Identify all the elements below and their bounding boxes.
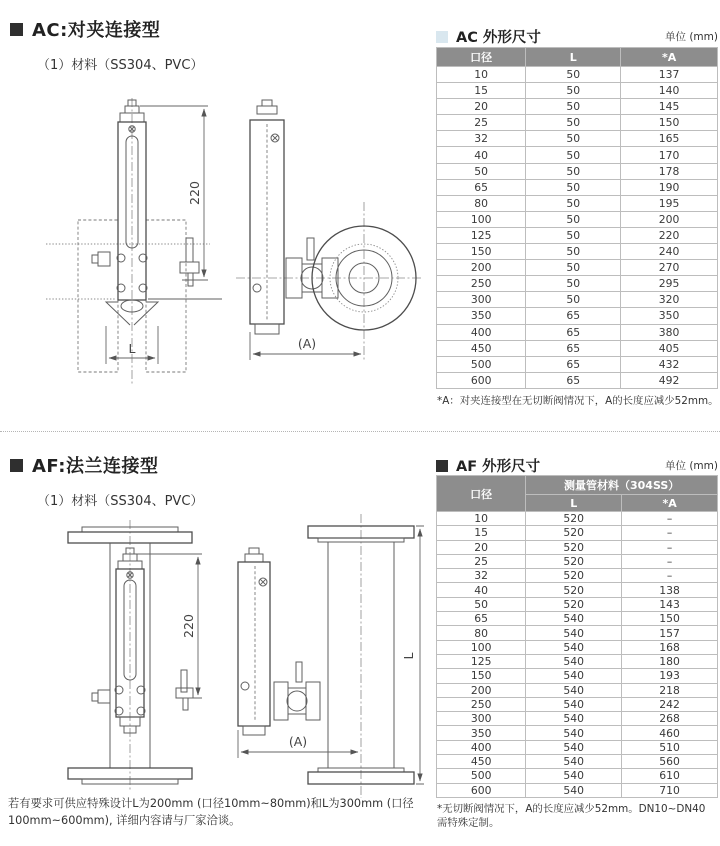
table-row (437, 626, 718, 640)
table-row (437, 683, 718, 697)
af-front-view-drawing (30, 518, 230, 794)
table-cell: 65 (437, 179, 526, 195)
table-cell: 10 (437, 512, 526, 526)
table-cell: 540 (526, 683, 622, 697)
table-cell: 150 (621, 115, 718, 131)
table-cell: 50 (526, 163, 621, 179)
table-row (437, 712, 718, 726)
table-cell: 350 (437, 726, 526, 740)
table-cell: 540 (526, 712, 622, 726)
table-cell: 10 (437, 67, 526, 83)
col-header-a: *A (622, 495, 718, 512)
table-cell: 190 (621, 179, 718, 195)
ac-section-heading (10, 16, 160, 42)
table-cell: 170 (621, 147, 718, 163)
table-cell: 540 (526, 669, 622, 683)
col-header-diameter: 口径 (437, 48, 526, 67)
table-row (437, 147, 718, 163)
table-cell: 32 (437, 569, 526, 583)
table-cell: – (622, 540, 718, 554)
table-cell: 540 (526, 726, 622, 740)
table-row (437, 569, 718, 583)
table-cell: 193 (622, 669, 718, 683)
table-cell: 50 (526, 211, 621, 227)
table-cell: 240 (621, 244, 718, 260)
table-cell: 150 (622, 612, 718, 626)
table-cell: 710 (622, 783, 718, 797)
table-cell: 450 (437, 340, 526, 356)
ac-front-view-drawing (32, 92, 224, 392)
table-cell: 500 (437, 356, 526, 372)
table-row (437, 697, 718, 711)
table-cell: 50 (526, 147, 621, 163)
table-title-marker-icon (436, 31, 448, 43)
table-cell: 400 (437, 740, 526, 754)
table-cell: 138 (622, 583, 718, 597)
table-row (437, 726, 718, 740)
table-cell: 200 (437, 260, 526, 276)
table-cell: 100 (437, 211, 526, 227)
table-cell: 20 (437, 540, 526, 554)
table-cell: 300 (437, 292, 526, 308)
table-cell: – (622, 526, 718, 540)
table-cell: 50 (526, 195, 621, 211)
table-cell: 250 (437, 697, 526, 711)
table-cell: 180 (622, 654, 718, 668)
table-cell: 540 (526, 740, 622, 754)
table-cell: 610 (622, 769, 718, 783)
table-cell: 178 (621, 163, 718, 179)
table-cell: 50 (437, 597, 526, 611)
table-row (437, 179, 718, 195)
table-row (437, 195, 718, 211)
section-bullet-icon (10, 459, 23, 472)
table-cell: 520 (526, 554, 622, 568)
table-row (437, 340, 718, 356)
table-cell: 200 (437, 683, 526, 697)
table-cell: 450 (437, 755, 526, 769)
table-cell: 460 (622, 726, 718, 740)
ac-dimension-table (436, 47, 718, 389)
table-cell: 65 (437, 612, 526, 626)
table-row (437, 755, 718, 769)
table-cell: 80 (437, 195, 526, 211)
ac-section-title: AC:对夹连接型 (32, 20, 161, 41)
table-cell: 380 (621, 324, 718, 340)
table-header-row (437, 476, 718, 495)
table-cell: 520 (526, 583, 622, 597)
table-cell: 540 (526, 654, 622, 668)
table-row (437, 372, 718, 388)
table-cell: 405 (621, 340, 718, 356)
table-cell: 140 (621, 83, 718, 99)
table-cell: 520 (526, 526, 622, 540)
table-cell: 165 (621, 131, 718, 147)
ac-table-footnote: *A：对夹连接型在无切断阀情况下，A的长度应减少52mm。 (437, 395, 719, 407)
table-cell: 50 (526, 67, 621, 83)
table-cell: – (622, 512, 718, 526)
table-row (437, 783, 718, 797)
table-row (437, 308, 718, 324)
table-cell: 250 (437, 276, 526, 292)
table-row (437, 83, 718, 99)
af-table-title: AF 外形尺寸 (456, 459, 541, 475)
table-row (437, 740, 718, 754)
table-cell: 65 (526, 324, 621, 340)
af-table-footnote: *无切断阀情况下，A的长度应减少52mm。DN10~DN40需特殊定制。 (437, 803, 706, 830)
table-cell: 50 (526, 179, 621, 195)
table-cell: 50 (526, 115, 621, 131)
table-row (437, 211, 718, 227)
table-cell: 65 (526, 308, 621, 324)
af-special-design-note: 若有要求可供应特殊设计L为200mm (口径10mm~80mm)和L为300mm (口径100mm~600mm), 详细内容请与厂家洽谈。 (8, 797, 414, 827)
ac-table-title: AC 外形尺寸 (456, 30, 541, 46)
table-cell: 540 (526, 783, 622, 797)
table-cell: 268 (622, 712, 718, 726)
table-cell: 50 (526, 227, 621, 243)
table-row (437, 163, 718, 179)
table-row (437, 227, 718, 243)
table-row (437, 583, 718, 597)
table-cell: 540 (526, 769, 622, 783)
table-cell: 295 (621, 276, 718, 292)
af-side-view-drawing (222, 510, 427, 802)
table-cell: 100 (437, 640, 526, 654)
table-cell: 218 (622, 683, 718, 697)
table-title-marker-icon (436, 460, 448, 472)
table-cell: 350 (621, 308, 718, 324)
table-cell: 50 (526, 83, 621, 99)
table-row (437, 540, 718, 554)
table-row (437, 276, 718, 292)
table-cell: 25 (437, 115, 526, 131)
table-cell: 50 (526, 131, 621, 147)
table-row (437, 526, 718, 540)
af-section-title: AF:法兰连接型 (32, 456, 159, 477)
ac-table-heading (436, 26, 718, 47)
af-dim-height-label: 220 (181, 614, 196, 638)
table-cell: 145 (621, 99, 718, 115)
ac-material-label: （1）材料（SS304、PVC） (37, 58, 204, 73)
table-cell: 50 (526, 244, 621, 260)
table-row (437, 612, 718, 626)
table-cell: 600 (437, 372, 526, 388)
table-row (437, 67, 718, 83)
table-cell: 520 (526, 569, 622, 583)
table-cell: 200 (621, 211, 718, 227)
table-cell: 520 (526, 512, 622, 526)
table-cell: 65 (526, 372, 621, 388)
table-row (437, 99, 718, 115)
col-header-l: L (526, 48, 621, 67)
ac-unit-label: 单位 (mm) (665, 31, 718, 43)
table-cell: 540 (526, 640, 622, 654)
ac-dim-a-label: (A) (297, 336, 317, 351)
table-cell: 32 (437, 131, 526, 147)
table-cell: 125 (437, 227, 526, 243)
table-cell: 168 (622, 640, 718, 654)
table-cell: 40 (437, 147, 526, 163)
table-cell: 400 (437, 324, 526, 340)
table-cell: 320 (621, 292, 718, 308)
table-cell: 20 (437, 99, 526, 115)
ac-dim-height-label: 220 (187, 181, 202, 205)
table-cell: 50 (526, 292, 621, 308)
table-cell: 40 (437, 583, 526, 597)
af-dim-a-label: (A) (288, 734, 308, 749)
table-cell: 520 (526, 540, 622, 554)
col-header-a: *A (621, 48, 718, 67)
table-row (437, 244, 718, 260)
table-cell: 80 (437, 626, 526, 640)
table-cell: 15 (437, 526, 526, 540)
table-cell: 350 (437, 308, 526, 324)
table-cell: 157 (622, 626, 718, 640)
table-cell: 540 (526, 612, 622, 626)
table-cell: 25 (437, 554, 526, 568)
table-cell: 540 (526, 755, 622, 769)
table-row (437, 640, 718, 654)
af-dim-l-label: L (401, 652, 416, 660)
table-cell: 50 (437, 163, 526, 179)
col-header-material-group: 测量管材料（304SS） (526, 476, 718, 495)
table-row (437, 769, 718, 783)
table-cell: 500 (437, 769, 526, 783)
table-cell: 560 (622, 755, 718, 769)
col-header-l: L (526, 495, 622, 512)
table-row (437, 260, 718, 276)
col-header-diameter: 口径 (437, 476, 526, 512)
table-row (437, 131, 718, 147)
table-row (437, 115, 718, 131)
table-cell: – (622, 569, 718, 583)
section-divider (0, 431, 720, 432)
table-row (437, 597, 718, 611)
table-header-row (437, 48, 718, 67)
table-row (437, 654, 718, 668)
table-cell: 270 (621, 260, 718, 276)
ac-dim-l-label: L (128, 341, 136, 356)
table-cell: 143 (622, 597, 718, 611)
table-cell: 492 (621, 372, 718, 388)
table-row (437, 554, 718, 568)
table-row (437, 356, 718, 372)
af-material-label: （1）材料（SS304、PVC） (37, 494, 204, 509)
table-cell: 600 (437, 783, 526, 797)
table-cell: 242 (622, 697, 718, 711)
table-cell: 432 (621, 356, 718, 372)
table-row (437, 512, 718, 526)
table-cell: 65 (526, 356, 621, 372)
table-cell: 195 (621, 195, 718, 211)
table-cell: 520 (526, 597, 622, 611)
table-row (437, 324, 718, 340)
table-cell: 540 (526, 697, 622, 711)
table-cell: 15 (437, 83, 526, 99)
table-cell: 300 (437, 712, 526, 726)
table-row (437, 669, 718, 683)
af-table-heading (436, 455, 718, 476)
table-cell: 50 (526, 260, 621, 276)
section-bullet-icon (10, 23, 23, 36)
af-section-heading (10, 452, 158, 478)
ac-side-view-drawing (228, 92, 424, 392)
table-cell: 150 (437, 669, 526, 683)
table-cell: 65 (526, 340, 621, 356)
table-cell: 150 (437, 244, 526, 260)
table-cell: 125 (437, 654, 526, 668)
table-row (437, 292, 718, 308)
table-cell: 540 (526, 626, 622, 640)
table-cell: 50 (526, 99, 621, 115)
table-cell: 220 (621, 227, 718, 243)
af-dimension-table (436, 475, 718, 798)
table-cell: – (622, 554, 718, 568)
af-unit-label: 单位 (mm) (665, 460, 718, 472)
table-cell: 510 (622, 740, 718, 754)
table-cell: 137 (621, 67, 718, 83)
table-cell: 50 (526, 276, 621, 292)
